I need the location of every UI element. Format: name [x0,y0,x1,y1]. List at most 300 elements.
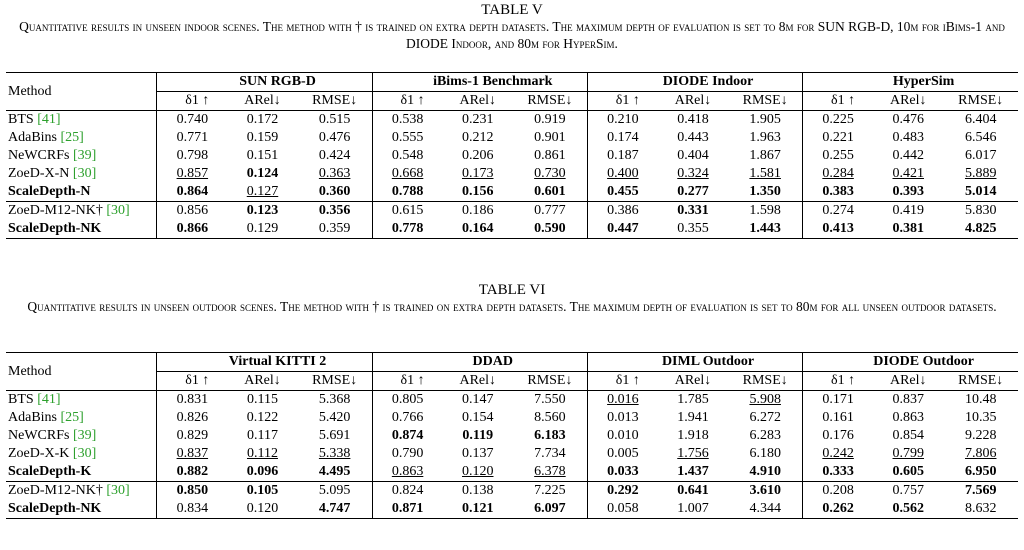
metric-value [728,427,802,445]
metric-value [443,183,513,202]
value-text: 0.122 [246,410,279,425]
metric-value [513,500,587,519]
metric-header: ARel↓ [873,92,943,111]
metric-value [873,409,943,427]
value-text: 6.097 [534,501,566,516]
value-text: 1.918 [677,428,709,443]
value-text: 6.404 [964,112,997,127]
metric-value [157,147,227,165]
metric-value [443,391,513,410]
value-text: 0.127 [246,184,279,199]
metric-value [443,427,513,445]
method-name [6,427,157,445]
metric-value [873,391,943,410]
metric-value [873,220,943,239]
metric-value [943,183,1018,202]
value-text: 0.058 [607,501,639,516]
metric-value [227,482,297,501]
metric-value [587,183,657,202]
dataset-header: Virtual KITTI 2 [157,353,372,372]
metric-value [443,409,513,427]
value-text: 0.856 [176,203,209,218]
metric-value [372,482,442,501]
metric-value [658,129,728,147]
metric-header: δ1 ↑ [587,92,657,111]
metric-value [587,147,657,165]
value-text: 0.424 [318,148,351,163]
metric-value [728,409,802,427]
metric-value [658,220,728,239]
method-label: ScaleDepth-NK [8,501,102,516]
metric-value [943,111,1018,130]
table-vi [6,352,1018,519]
metric-value [227,463,297,482]
metric-value [513,445,587,463]
value-text: 0.147 [462,392,494,407]
method-name [6,463,157,482]
metric-value [298,220,372,239]
metric-value [372,111,442,130]
value-text: 0.404 [677,148,709,163]
value-text: 0.277 [677,184,709,199]
value-text: 5.338 [318,446,351,461]
metric-header: RMSE↓ [513,372,587,391]
value-text: 0.005 [607,446,639,461]
table-row [6,202,1018,221]
metric-value [943,165,1018,183]
method-column-header: Method [6,353,157,391]
metric-value [587,427,657,445]
metric-value [728,500,802,519]
metric-value [298,129,372,147]
metric-value [298,463,372,482]
metric-value [157,445,227,463]
metric-value [587,220,657,239]
value-text: 0.919 [534,112,566,127]
table-v [6,72,1018,239]
value-text: 6.283 [749,428,781,443]
value-text: 7.734 [534,446,566,461]
metric-value [728,129,802,147]
metric-header: δ1 ↑ [803,92,873,111]
value-text: 0.393 [892,184,924,199]
value-text: 0.863 [892,410,925,425]
value-text: 1.350 [749,184,781,199]
value-text: 4.910 [749,464,781,479]
metric-value [227,500,297,519]
metric-header: ARel↓ [443,92,513,111]
method-label: ZoeD-M12-NK† [8,203,103,218]
metric-header: RMSE↓ [513,92,587,111]
value-text: 0.112 [246,446,278,461]
value-text: 8.632 [964,501,997,516]
value-text: 0.555 [391,130,424,145]
citation: [30] [72,446,97,461]
value-text: 0.010 [607,428,639,443]
metric-value [443,220,513,239]
table-v-caption-head: Quantitative results in unseen indoor scenes. [19,19,260,34]
metric-value [728,220,802,239]
metric-value [803,147,873,165]
metric-value [658,183,728,202]
value-text: 0.901 [534,130,566,145]
citation: [41] [37,112,61,127]
metric-value [298,427,372,445]
value-text: 0.483 [892,130,924,145]
method-label: NeWCRFs [8,148,70,163]
table-row [6,482,1018,501]
value-text: 5.368 [318,392,351,407]
metric-value [443,500,513,519]
metric-value [873,445,943,463]
metric-value [658,165,728,183]
table-vi-caption-rest: The method with † is trained on extra depth datasets. The maximum depth of evaluation is set to 80m for all unseen outdoor datasets. [276,299,997,314]
value-text: 0.442 [892,148,924,163]
metric-value [298,445,372,463]
metric-value [372,409,442,427]
table-row [6,391,1018,410]
dataset-header: DIML Outdoor [587,353,802,372]
table-vi-header [0,282,1024,315]
value-text: 0.400 [607,166,639,181]
value-text: 0.826 [176,410,209,425]
value-text: 0.255 [822,148,854,163]
citation: [39] [72,148,97,163]
metric-value [658,147,728,165]
metric-value [372,202,442,221]
citation: [25] [60,410,84,425]
table-row [6,111,1018,130]
value-text: 1.756 [677,446,709,461]
value-text: 1.007 [677,501,709,516]
metric-header: δ1 ↑ [157,92,227,111]
value-text: 8.560 [534,410,566,425]
metric-value [803,165,873,183]
metric-value [803,482,873,501]
metric-value [943,445,1018,463]
table-row [6,147,1018,165]
metric-value [157,111,227,130]
metric-value [443,165,513,183]
dataset-header: DDAD [372,353,587,372]
table-vi-number: TABLE VI [478,282,546,298]
method-name [6,482,157,501]
metric-value [873,111,943,130]
value-text: 0.105 [246,483,279,498]
metric-value [513,463,587,482]
metric-value [443,482,513,501]
metric-value [443,202,513,221]
metric-value [587,391,657,410]
metric-value [227,391,297,410]
metric-value [372,500,442,519]
metric-value [157,129,227,147]
metric-value [298,482,372,501]
metric-value [943,500,1018,519]
value-text: 0.381 [892,221,924,236]
value-text: 0.033 [607,464,639,479]
metric-header: ARel↓ [658,372,728,391]
value-text: 0.857 [176,166,209,181]
table-row [6,220,1018,239]
metric-value [513,409,587,427]
metric-value [587,500,657,519]
value-text: 1.905 [749,112,781,127]
value-text: 1.581 [749,166,781,181]
value-text: 0.386 [607,203,639,218]
metric-value [943,482,1018,501]
value-text: 10.35 [964,410,997,425]
dataset-header: DIODE Outdoor [803,353,1018,372]
value-text: 6.272 [749,410,781,425]
metric-value [227,165,297,183]
value-text: 0.421 [892,166,924,181]
value-text: 0.834 [176,501,209,516]
metric-value [873,500,943,519]
metric-value [298,183,372,202]
value-text: 0.850 [176,483,209,498]
method-name [6,183,157,202]
metric-value [513,220,587,239]
value-text: 6.378 [534,464,566,479]
value-text: 0.740 [176,112,209,127]
metric-value [873,202,943,221]
metric-value [513,147,587,165]
table-row [6,500,1018,519]
metric-value [443,445,513,463]
table-row [6,427,1018,445]
value-text: 0.615 [391,203,424,218]
metric-value [803,391,873,410]
metric-value [227,129,297,147]
value-text: 0.668 [391,166,424,181]
value-text: 9.228 [964,428,997,443]
metric-value [728,165,802,183]
value-text: 5.014 [964,184,997,199]
metric-value [298,165,372,183]
metric-header: RMSE↓ [943,372,1018,391]
value-text: 0.882 [176,464,209,479]
table-row [6,409,1018,427]
metric-value [513,427,587,445]
metric-value [587,202,657,221]
table-v-number: TABLE V [481,2,543,18]
metric-value [443,463,513,482]
metric-value [873,147,943,165]
value-text: 0.284 [822,166,854,181]
value-text: 0.119 [462,428,494,443]
dataset-header: HyperSim [803,73,1018,92]
value-text: 0.225 [822,112,854,127]
value-text: 10.48 [964,392,997,407]
value-text: 1.963 [749,130,781,145]
metric-value [587,111,657,130]
value-text: 0.515 [318,112,351,127]
method-name [6,202,157,221]
value-text: 1.443 [749,221,781,236]
metric-value [873,482,943,501]
metric-value [803,427,873,445]
metric-value [803,183,873,202]
metric-value [803,463,873,482]
metric-header: ARel↓ [227,372,297,391]
value-text: 0.138 [462,483,494,498]
metric-value [157,165,227,183]
metric-value [658,391,728,410]
metric-value [298,111,372,130]
value-text: 0.861 [534,148,566,163]
citation: [30] [106,483,130,498]
citation: [25] [60,130,84,145]
value-text: 0.418 [677,112,709,127]
value-text: 0.208 [822,483,854,498]
value-text: 0.837 [892,392,925,407]
method-name [6,165,157,183]
metric-value [298,500,372,519]
metric-value [728,445,802,463]
value-text: 7.806 [964,446,997,461]
metric-value [157,482,227,501]
table-v-caption [0,18,1024,52]
method-label: BTS [8,112,34,127]
metric-value [943,220,1018,239]
value-text: 0.159 [246,130,279,145]
table-row [6,129,1018,147]
value-text: 0.161 [822,410,854,425]
value-text: 0.115 [246,392,278,407]
value-text: 6.180 [749,446,781,461]
metric-value [943,147,1018,165]
value-text: 0.123 [246,203,279,218]
value-text: 0.757 [892,483,925,498]
method-label: BTS [8,392,34,407]
value-text: 0.854 [892,428,925,443]
value-text: 1.785 [677,392,709,407]
value-text: 0.798 [176,148,209,163]
method-label: ScaleDepth-NK [8,221,102,236]
metric-header: RMSE↓ [728,372,802,391]
value-text: 0.778 [391,221,424,236]
metric-value [513,482,587,501]
metric-value [157,183,227,202]
value-text: 0.383 [822,184,854,199]
value-text: 0.154 [462,410,494,425]
table-vi-caption [0,298,1024,315]
value-text: 1.867 [749,148,781,163]
value-text: 0.863 [391,464,424,479]
value-text: 0.455 [607,184,639,199]
metric-header: ARel↓ [658,92,728,111]
value-text: 0.164 [461,221,494,236]
value-text: 5.830 [964,203,997,218]
table-vi-caption-head: Quantitative results in unseen outdoor scenes. [27,299,277,314]
value-text: 7.550 [534,392,566,407]
metric-value [372,427,442,445]
metric-header: ARel↓ [873,372,943,391]
metric-value [728,482,802,501]
value-text: 0.156 [461,184,494,199]
metric-value [658,463,728,482]
metric-value [227,183,297,202]
metric-value [658,482,728,501]
value-text: 4.344 [749,501,781,516]
value-text: 5.095 [318,483,351,498]
metric-value [227,202,297,221]
value-text: 0.013 [607,410,639,425]
citation: [41] [37,392,61,407]
metric-value [587,129,657,147]
value-text: 0.601 [534,184,566,199]
metric-value [443,129,513,147]
value-text: 6.183 [534,428,566,443]
metric-value [803,500,873,519]
value-text: 0.187 [607,148,639,163]
value-text: 0.173 [461,166,494,181]
dataset-header: SUN RGB-D [157,73,372,92]
value-text: 0.866 [176,221,209,236]
metric-value [227,409,297,427]
metric-value [513,391,587,410]
value-text: 0.864 [176,184,209,199]
value-text: 0.766 [391,410,424,425]
metric-value [372,165,442,183]
value-text: 6.950 [964,464,997,479]
dataset-header: DIODE Indoor [587,73,802,92]
metric-header: δ1 ↑ [803,372,873,391]
value-text: 0.363 [318,166,351,181]
method-column-header: Method [6,73,157,111]
value-text: 4.825 [964,221,997,236]
value-text: 0.120 [246,501,279,516]
value-text: 0.605 [892,464,925,479]
metric-header: δ1 ↑ [157,372,227,391]
method-name [6,129,157,147]
method-name [6,220,157,239]
method-name [6,409,157,427]
metric-value [157,202,227,221]
metric-value [298,391,372,410]
metric-value [803,202,873,221]
metric-value [227,111,297,130]
method-label: ZoeD-X-K [8,446,70,461]
metric-value [803,445,873,463]
metric-value [803,220,873,239]
value-text: 0.641 [677,483,709,498]
value-text: 0.777 [534,203,566,218]
metric-value [372,220,442,239]
value-text: 0.096 [246,464,279,479]
metric-value [157,409,227,427]
metric-value [728,202,802,221]
metric-value [372,445,442,463]
value-text: 0.476 [892,112,924,127]
metric-value [513,183,587,202]
metric-value [157,220,227,239]
method-name [6,500,157,519]
value-text: 7.225 [534,483,566,498]
metric-value [157,391,227,410]
metric-value [658,445,728,463]
method-name [6,445,157,463]
metric-value [658,409,728,427]
metric-value [298,202,372,221]
metric-value [728,391,802,410]
metric-value [513,165,587,183]
value-text: 0.292 [607,483,639,498]
value-text: 5.889 [964,166,997,181]
value-text: 0.172 [246,112,279,127]
value-text: 0.206 [461,148,494,163]
